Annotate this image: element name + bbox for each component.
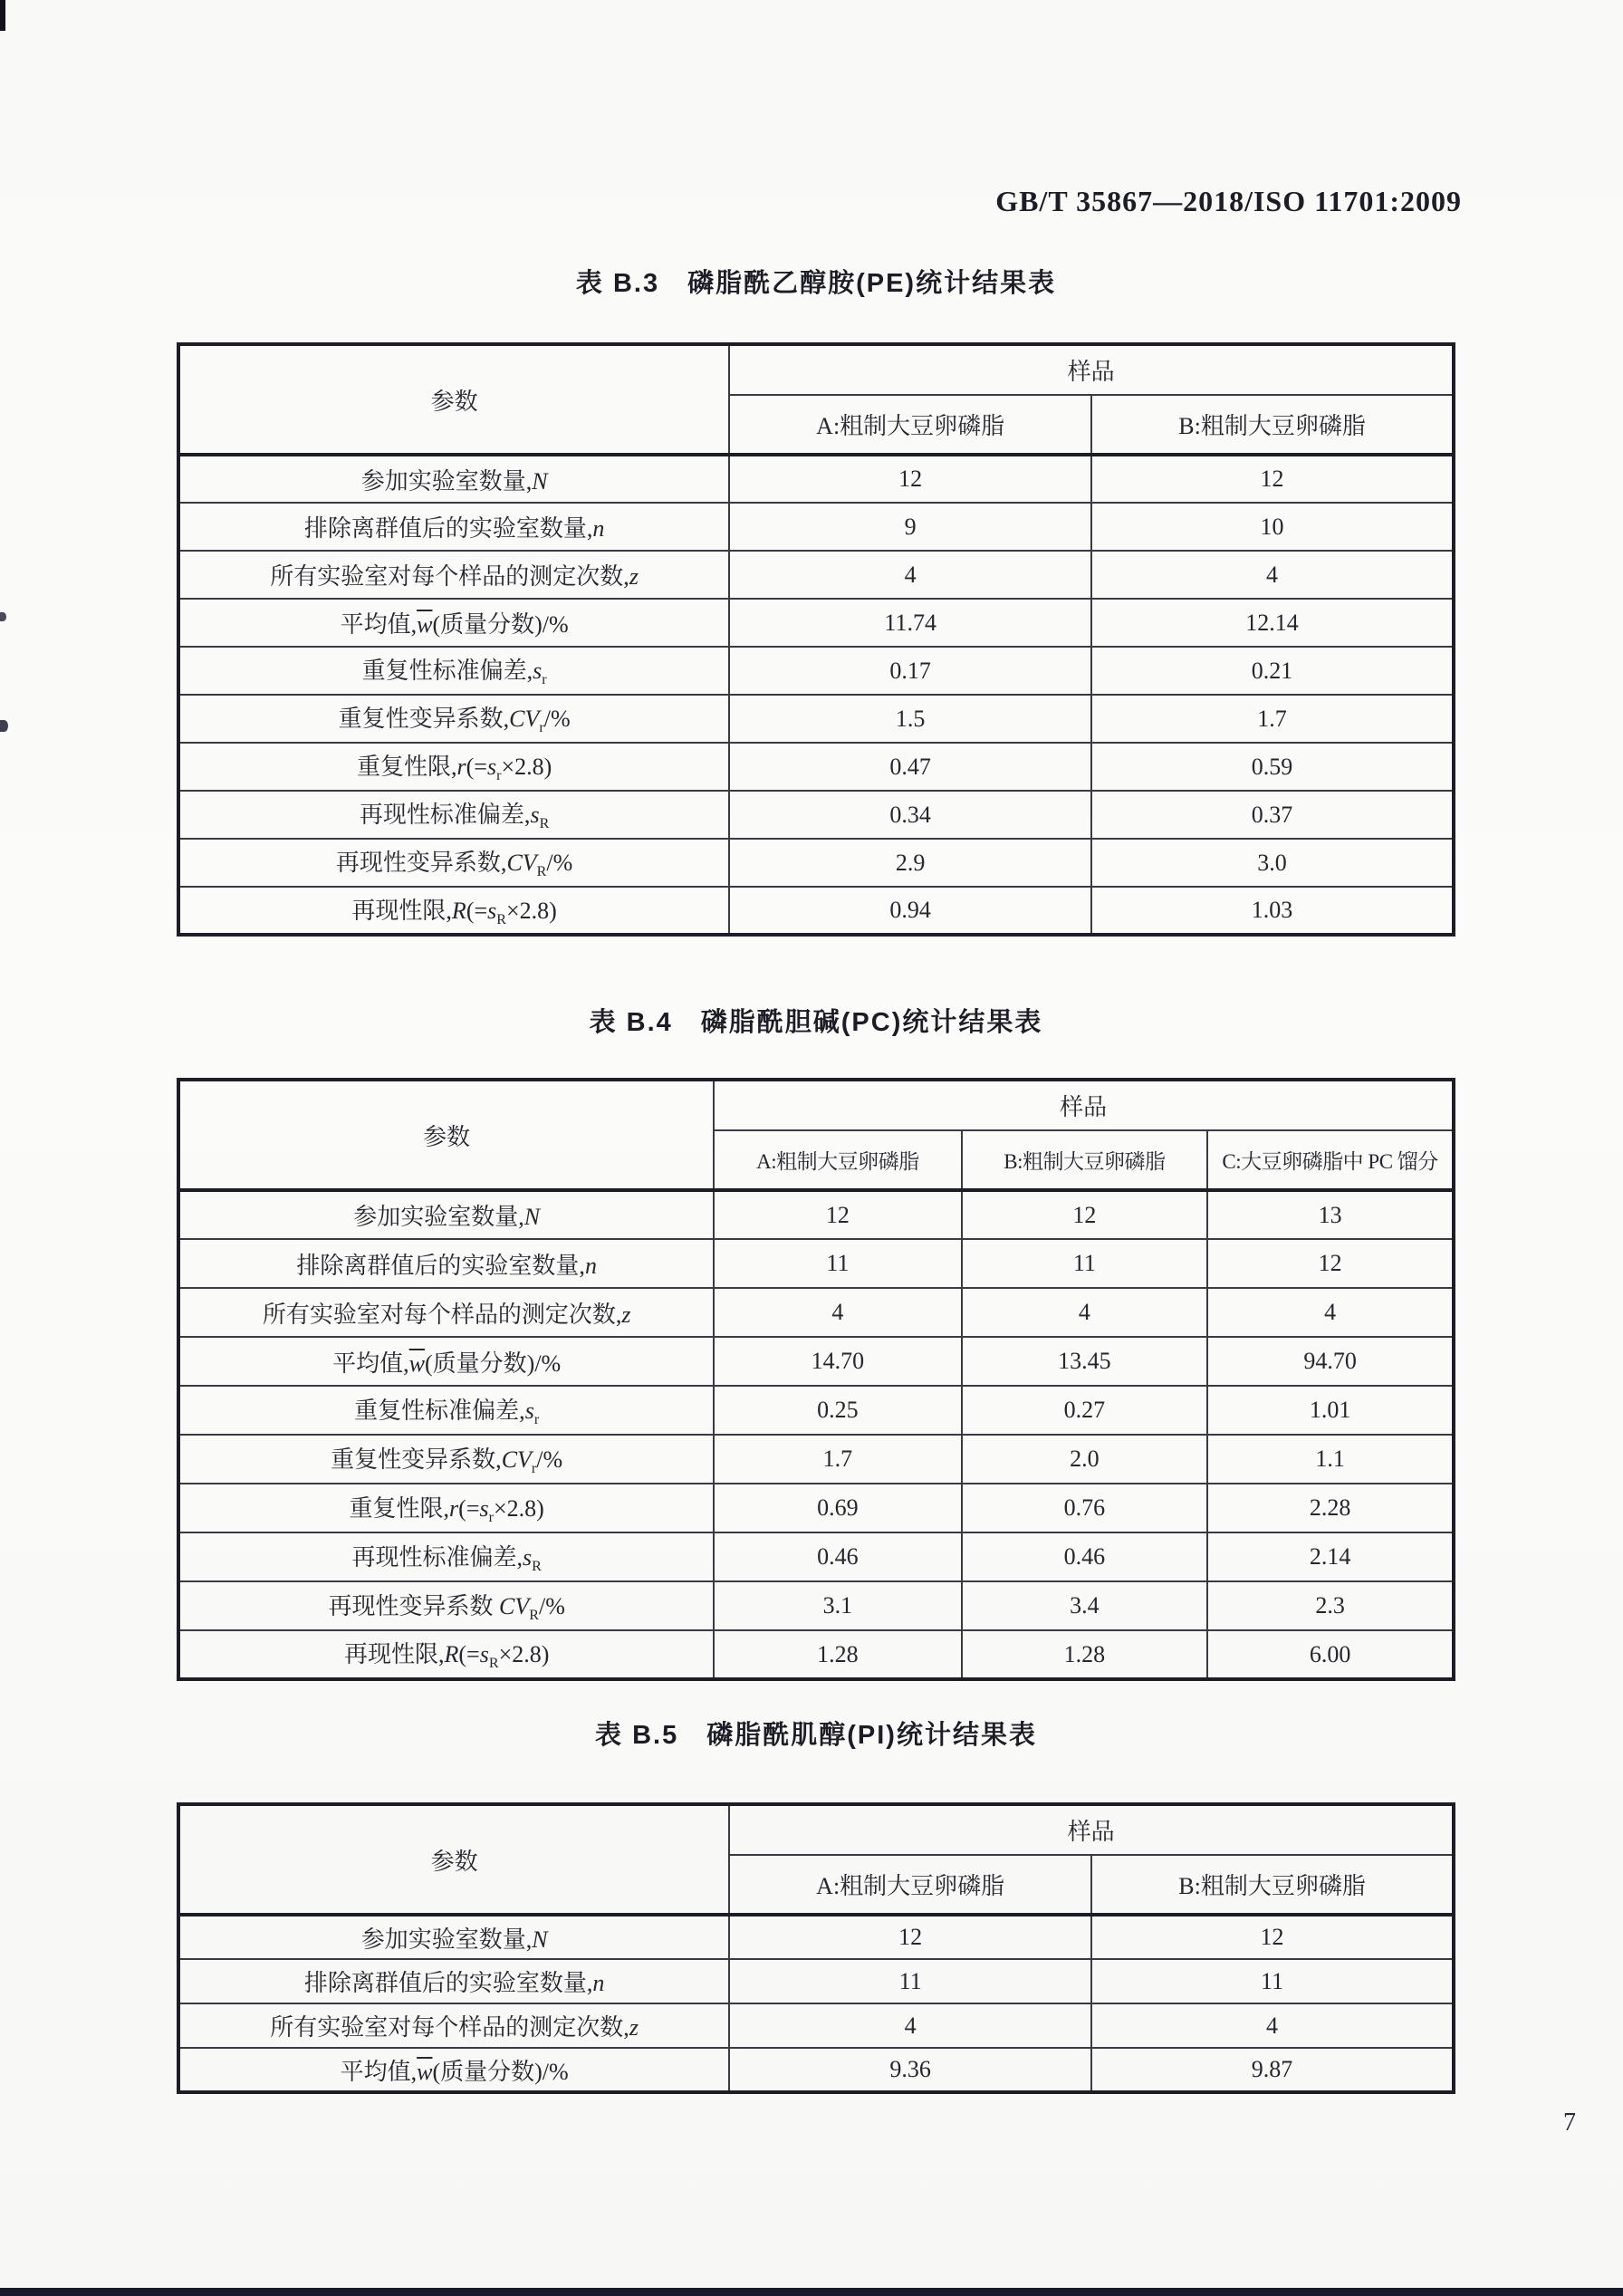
table-row (178, 503, 1454, 551)
value-cell: 4 (1091, 2003, 1454, 2048)
value-cell: 4 (962, 1288, 1208, 1337)
value-cell: 0.46 (962, 1532, 1208, 1581)
sample-column-header: B:粗制大豆卵磷脂 (962, 1130, 1208, 1190)
scan-artifact-speck (0, 720, 8, 732)
param-label: 重复性标准偏差$,s_r$ (178, 1386, 714, 1435)
value-cell: 11.74 (729, 599, 1091, 647)
param-label: 排除离群值后的实验室数量,n (178, 1239, 714, 1288)
value-cell: 6.00 (1207, 1630, 1454, 1679)
table-row (178, 791, 1454, 839)
param-label: 参加实验室数量,N (178, 455, 729, 503)
value-cell: 11 (729, 1959, 1091, 2003)
table-row (178, 2003, 1454, 2048)
value-cell: 2.28 (1207, 1484, 1454, 1532)
scan-artifact-corner (0, 0, 5, 31)
table-row (178, 1915, 1454, 1959)
sample-column-header: C:大豆卵磷脂中 PC 馏分 (1207, 1130, 1454, 1190)
value-cell: 0.17 (729, 647, 1091, 695)
standard-code-header: GB/T 35867—2018/ISO 11701:2009 (995, 185, 1462, 217)
param-label: 参加实验室数量,N (178, 1915, 729, 1959)
value-cell: 12 (729, 455, 1091, 503)
table-row (178, 1337, 1454, 1386)
scan-artifact-bottom-edge (0, 2288, 1623, 2296)
value-cell: 4 (729, 2003, 1091, 2048)
table-row (178, 743, 1454, 791)
value-cell: 13.45 (962, 1337, 1208, 1386)
page-number: 7 (1563, 2109, 1576, 2137)
value-cell: 4 (1091, 551, 1454, 599)
table-b4-title: 表 B.4 磷脂酰胆碱(PC)统计结果表 (589, 1008, 1043, 1037)
value-cell: 0.37 (1091, 791, 1454, 839)
param-label: 重复性限$,r(=s_r\times 2.8)$ (178, 1484, 714, 1532)
table-row (178, 599, 1454, 647)
table-row (178, 1288, 1454, 1337)
sample-column-header: B:粗制大豆卵磷脂 (1091, 1855, 1454, 1915)
table-row (178, 1630, 1454, 1679)
table-row (178, 1435, 1454, 1484)
param-label: 重复性标准偏差$,s_r$ (178, 647, 729, 695)
table-row (178, 1484, 1454, 1532)
param-label: 再现性变异系数 $CV_R/\%$ (178, 1581, 714, 1630)
param-label: 所有实验室对每个样品的测定次数,z (178, 551, 729, 599)
param-label: 平均值$,\overline{w}$(质量分数)/% (178, 2048, 729, 2092)
value-cell: 4 (1207, 1288, 1454, 1337)
value-cell: 12 (1091, 455, 1454, 503)
value-cell: 0.59 (1091, 743, 1454, 791)
param-header-cell: 参数 (178, 1080, 714, 1190)
value-cell: 2.14 (1207, 1532, 1454, 1581)
value-cell: 3.4 (962, 1581, 1208, 1630)
value-cell: 2.3 (1207, 1581, 1454, 1630)
param-label: 再现性限$,R(=s_R\times 2.8)$ (178, 1630, 714, 1679)
value-cell: 0.27 (962, 1386, 1208, 1435)
value-cell: 94.70 (1207, 1337, 1454, 1386)
table-row (178, 1532, 1454, 1581)
sample-column-header: A:粗制大豆卵磷脂 (729, 1855, 1091, 1915)
param-label: 平均值$,\overline{w}$(质量分数)/% (178, 1337, 714, 1386)
value-cell: 9.87 (1091, 2048, 1454, 2092)
table-header-row (178, 344, 1454, 395)
table-row (178, 1959, 1454, 2003)
value-cell: 9.36 (729, 2048, 1091, 2092)
value-cell: 12 (1091, 1915, 1454, 1959)
sample-column-header: A:粗制大豆卵磷脂 (729, 395, 1091, 455)
table-b4 (177, 1078, 1455, 1681)
param-label: 平均值$,\overline{w}$(质量分数)/% (178, 599, 729, 647)
param-header-cell: 参数 (178, 1804, 729, 1915)
value-cell: 4 (714, 1288, 961, 1337)
value-cell: 1.01 (1207, 1386, 1454, 1435)
value-cell: 0.94 (729, 887, 1091, 935)
value-cell: 12 (1207, 1239, 1454, 1288)
value-cell: 12.14 (1091, 599, 1454, 647)
value-cell: 0.25 (714, 1386, 961, 1435)
scan-artifact-speck (0, 612, 6, 621)
value-cell: 4 (729, 551, 1091, 599)
table-row (178, 1386, 1454, 1435)
value-cell: 0.47 (729, 743, 1091, 791)
value-cell: 14.70 (714, 1337, 961, 1386)
param-label: 参加实验室数量,N (178, 1190, 714, 1239)
param-label: 再现性限$,R(=s_R\times 2.8)$ (178, 887, 729, 935)
value-cell: 13 (1207, 1190, 1454, 1239)
param-label: 再现性标准偏差$,s_R$ (178, 1532, 714, 1581)
value-cell: 3.0 (1091, 839, 1454, 887)
table-b3-title: 表 B.3 磷脂酰乙醇胺(PE)统计结果表 (575, 269, 1057, 298)
value-cell: 3.1 (714, 1581, 961, 1630)
value-cell: 1.03 (1091, 887, 1454, 935)
value-cell: 1.28 (714, 1630, 961, 1679)
table-row (178, 1239, 1454, 1288)
table-row (178, 551, 1454, 599)
param-label: 重复性限$,r(=s_r\times 2.8)$ (178, 743, 729, 791)
param-label: 再现性标准偏差$,s_R$ (178, 791, 729, 839)
value-cell: 0.69 (714, 1484, 961, 1532)
value-cell: 0.21 (1091, 647, 1454, 695)
sample-header-cell: 样品 (729, 1804, 1454, 1855)
table-header-row (178, 1804, 1454, 1855)
table-b5 (177, 1802, 1455, 2094)
table-b5-title: 表 B.5 磷脂酰肌醇(PI)统计结果表 (595, 1721, 1037, 1750)
param-label: 所有实验室对每个样品的测定次数,z (178, 1288, 714, 1337)
param-label: 重复性变异系数$,CV_r/\%$ (178, 1435, 714, 1484)
value-cell: 2.9 (729, 839, 1091, 887)
table-row (178, 455, 1454, 503)
sample-header-cell: 样品 (714, 1080, 1454, 1130)
value-cell: 10 (1091, 503, 1454, 551)
table-b3 (177, 342, 1455, 937)
value-cell: 1.7 (714, 1435, 961, 1484)
table-header-row (178, 1080, 1454, 1130)
value-cell: 0.34 (729, 791, 1091, 839)
table-row (178, 695, 1454, 743)
value-cell: 12 (714, 1190, 961, 1239)
sample-header-cell: 样品 (729, 344, 1454, 395)
value-cell: 0.46 (714, 1532, 961, 1581)
sample-column-header: A:粗制大豆卵磷脂 (714, 1130, 961, 1190)
table-row (178, 647, 1454, 695)
table-row (178, 2048, 1454, 2092)
table-row (178, 839, 1454, 887)
value-cell: 1.1 (1207, 1435, 1454, 1484)
value-cell: 11 (1091, 1959, 1454, 2003)
value-cell: 1.28 (962, 1630, 1208, 1679)
value-cell: 12 (962, 1190, 1208, 1239)
sample-column-header: B:粗制大豆卵磷脂 (1091, 395, 1454, 455)
value-cell: 1.5 (729, 695, 1091, 743)
value-cell: 1.7 (1091, 695, 1454, 743)
param-label: 排除离群值后的实验室数量,n (178, 1959, 729, 2003)
value-cell: 9 (729, 503, 1091, 551)
value-cell: 12 (729, 1915, 1091, 1959)
param-label: 所有实验室对每个样品的测定次数,z (178, 2003, 729, 2048)
param-label: 再现性变异系数$,CV_R/\%$ (178, 839, 729, 887)
value-cell: 2.0 (962, 1435, 1208, 1484)
table-row (178, 1581, 1454, 1630)
value-cell: 11 (962, 1239, 1208, 1288)
value-cell: 11 (714, 1239, 961, 1288)
param-label: 排除离群值后的实验室数量,n (178, 503, 729, 551)
table-row (178, 1190, 1454, 1239)
value-cell: 0.76 (962, 1484, 1208, 1532)
table-row (178, 887, 1454, 935)
param-header-cell: 参数 (178, 344, 729, 455)
param-label: 重复性变异系数$,CV_r/\%$ (178, 695, 729, 743)
